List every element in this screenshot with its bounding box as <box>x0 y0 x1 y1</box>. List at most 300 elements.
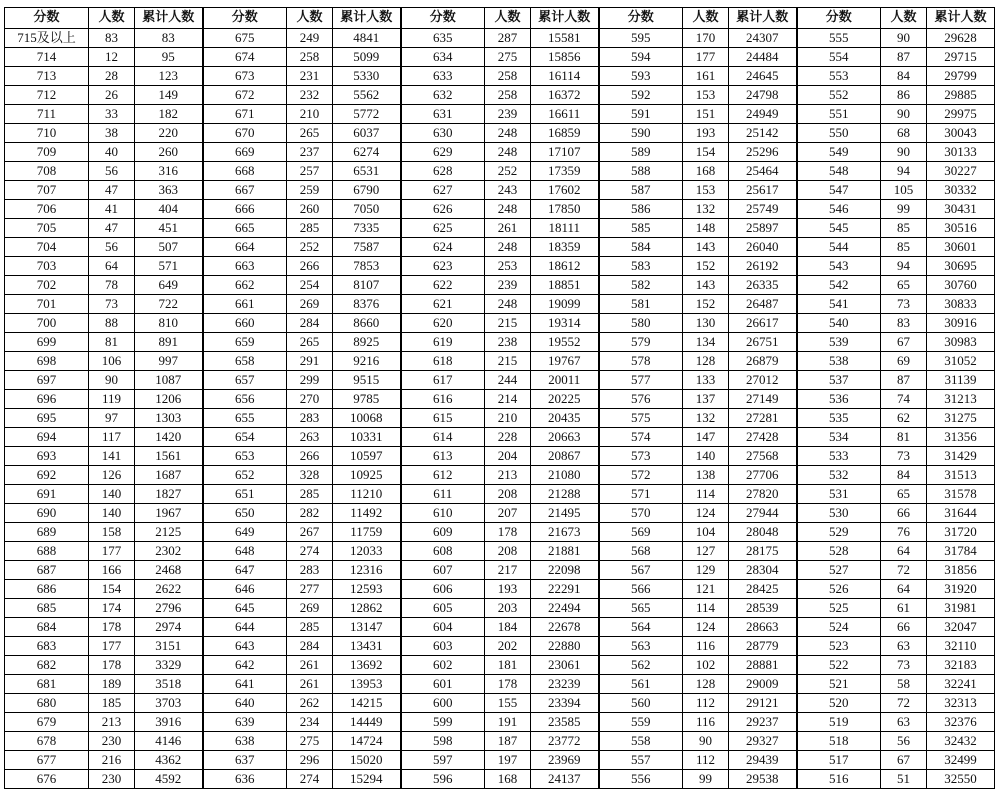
count-cell: 228 <box>485 428 531 447</box>
count-cell: 265 <box>287 124 333 143</box>
cumulative-cell: 24307 <box>729 29 797 48</box>
score-cell: 591 <box>599 105 683 124</box>
score-cell: 685 <box>5 599 89 618</box>
cumulative-cell: 19552 <box>531 333 599 352</box>
table-row <box>5 162 995 181</box>
count-cell: 85 <box>881 219 927 238</box>
score-cell: 648 <box>203 542 287 561</box>
count-cell: 177 <box>89 542 135 561</box>
count-cell: 275 <box>287 732 333 751</box>
count-cell: 148 <box>683 219 729 238</box>
count-cell: 261 <box>485 219 531 238</box>
count-cell: 284 <box>287 637 333 656</box>
cumulative-cell: 10068 <box>333 409 401 428</box>
score-cell: 572 <box>599 466 683 485</box>
cumulative-cell: 17359 <box>531 162 599 181</box>
count-cell: 47 <box>89 219 135 238</box>
score-cell: 713 <box>5 67 89 86</box>
score-cell: 694 <box>5 428 89 447</box>
count-cell: 243 <box>485 181 531 200</box>
count-cell: 87 <box>881 48 927 67</box>
count-cell: 238 <box>485 333 531 352</box>
score-cell: 659 <box>203 333 287 352</box>
cumulative-cell: 3916 <box>135 713 203 732</box>
count-cell: 67 <box>881 333 927 352</box>
cumulative-cell: 9785 <box>333 390 401 409</box>
score-cell: 674 <box>203 48 287 67</box>
cumulative-cell: 21080 <box>531 466 599 485</box>
cumulative-cell: 13692 <box>333 656 401 675</box>
score-cell: 532 <box>797 466 881 485</box>
count-cell: 210 <box>287 105 333 124</box>
score-cell: 570 <box>599 504 683 523</box>
score-cell: 602 <box>401 656 485 675</box>
cumulative-cell: 29975 <box>927 105 995 124</box>
count-cell: 116 <box>683 637 729 656</box>
cumulative-cell: 29628 <box>927 29 995 48</box>
cumulative-cell: 31275 <box>927 409 995 428</box>
count-cell: 216 <box>89 751 135 770</box>
count-cell: 185 <box>89 694 135 713</box>
cumulative-cell: 25897 <box>729 219 797 238</box>
count-cell: 121 <box>683 580 729 599</box>
score-cell: 698 <box>5 352 89 371</box>
score-cell: 617 <box>401 371 485 390</box>
count-cell: 239 <box>485 105 531 124</box>
score-cell: 547 <box>797 181 881 200</box>
score-cell: 653 <box>203 447 287 466</box>
header-cumulative: 累计人数 <box>531 8 599 29</box>
count-cell: 230 <box>89 732 135 751</box>
cumulative-cell: 3518 <box>135 675 203 694</box>
score-cell: 646 <box>203 580 287 599</box>
cumulative-cell: 30043 <box>927 124 995 143</box>
cumulative-cell: 260 <box>135 143 203 162</box>
cumulative-cell: 28539 <box>729 599 797 618</box>
count-cell: 72 <box>881 561 927 580</box>
score-cell: 626 <box>401 200 485 219</box>
count-cell: 248 <box>485 200 531 219</box>
cumulative-cell: 18851 <box>531 276 599 295</box>
score-cell: 605 <box>401 599 485 618</box>
cumulative-cell: 22494 <box>531 599 599 618</box>
cumulative-cell: 5772 <box>333 105 401 124</box>
count-cell: 134 <box>683 333 729 352</box>
cumulative-cell: 123 <box>135 67 203 86</box>
count-cell: 244 <box>485 371 531 390</box>
count-cell: 239 <box>485 276 531 295</box>
count-cell: 124 <box>683 618 729 637</box>
count-cell: 143 <box>683 238 729 257</box>
score-cell: 527 <box>797 561 881 580</box>
count-cell: 253 <box>485 257 531 276</box>
count-cell: 105 <box>881 181 927 200</box>
count-cell: 73 <box>881 656 927 675</box>
cumulative-cell: 29121 <box>729 694 797 713</box>
cumulative-cell: 25617 <box>729 181 797 200</box>
cumulative-cell: 4146 <box>135 732 203 751</box>
score-cell: 601 <box>401 675 485 694</box>
count-cell: 72 <box>881 694 927 713</box>
score-cell: 673 <box>203 67 287 86</box>
count-cell: 153 <box>683 181 729 200</box>
cumulative-cell: 1561 <box>135 447 203 466</box>
count-cell: 40 <box>89 143 135 162</box>
cumulative-cell: 2302 <box>135 542 203 561</box>
count-cell: 66 <box>881 504 927 523</box>
count-cell: 138 <box>683 466 729 485</box>
cumulative-cell: 15020 <box>333 751 401 770</box>
cumulative-cell: 31720 <box>927 523 995 542</box>
score-cell: 548 <box>797 162 881 181</box>
score-cell: 555 <box>797 29 881 48</box>
cumulative-cell: 316 <box>135 162 203 181</box>
cumulative-cell: 18359 <box>531 238 599 257</box>
table-row <box>5 561 995 580</box>
cumulative-cell: 31513 <box>927 466 995 485</box>
count-cell: 106 <box>89 352 135 371</box>
count-cell: 85 <box>881 238 927 257</box>
table-row <box>5 276 995 295</box>
count-cell: 283 <box>287 409 333 428</box>
cumulative-cell: 95 <box>135 48 203 67</box>
score-cell: 675 <box>203 29 287 48</box>
score-cell: 701 <box>5 295 89 314</box>
count-cell: 102 <box>683 656 729 675</box>
count-cell: 124 <box>683 504 729 523</box>
count-cell: 152 <box>683 295 729 314</box>
cumulative-cell: 21495 <box>531 504 599 523</box>
score-cell: 604 <box>401 618 485 637</box>
score-cell: 629 <box>401 143 485 162</box>
score-cell: 545 <box>797 219 881 238</box>
score-cell: 586 <box>599 200 683 219</box>
count-cell: 81 <box>89 333 135 352</box>
count-cell: 266 <box>287 447 333 466</box>
cumulative-cell: 23061 <box>531 656 599 675</box>
count-cell: 262 <box>287 694 333 713</box>
score-cell: 715及以上 <box>5 29 89 48</box>
count-cell: 90 <box>881 143 927 162</box>
cumulative-cell: 6531 <box>333 162 401 181</box>
table-row <box>5 295 995 314</box>
score-cell: 696 <box>5 390 89 409</box>
cumulative-cell: 22880 <box>531 637 599 656</box>
cumulative-cell: 13431 <box>333 637 401 656</box>
count-cell: 158 <box>89 523 135 542</box>
score-cell: 579 <box>599 333 683 352</box>
cumulative-cell: 23772 <box>531 732 599 751</box>
score-cell: 705 <box>5 219 89 238</box>
count-cell: 58 <box>881 675 927 694</box>
cumulative-cell: 30760 <box>927 276 995 295</box>
count-cell: 116 <box>683 713 729 732</box>
count-cell: 153 <box>683 86 729 105</box>
score-cell: 559 <box>599 713 683 732</box>
score-cell: 627 <box>401 181 485 200</box>
cumulative-cell: 28779 <box>729 637 797 656</box>
cumulative-cell: 26335 <box>729 276 797 295</box>
score-cell: 558 <box>599 732 683 751</box>
cumulative-cell: 17602 <box>531 181 599 200</box>
cumulative-cell: 28425 <box>729 580 797 599</box>
score-cell: 523 <box>797 637 881 656</box>
header-score: 分数 <box>203 8 287 29</box>
table-row <box>5 542 995 561</box>
count-cell: 283 <box>287 561 333 580</box>
count-cell: 267 <box>287 523 333 542</box>
header-row <box>5 8 995 29</box>
score-cell: 549 <box>797 143 881 162</box>
count-cell: 56 <box>881 732 927 751</box>
table-row <box>5 105 995 124</box>
table-row <box>5 48 995 67</box>
count-cell: 12 <box>89 48 135 67</box>
score-cell: 684 <box>5 618 89 637</box>
count-cell: 177 <box>89 637 135 656</box>
table-row <box>5 694 995 713</box>
score-cell: 672 <box>203 86 287 105</box>
count-cell: 231 <box>287 67 333 86</box>
count-cell: 299 <box>287 371 333 390</box>
cumulative-cell: 32499 <box>927 751 995 770</box>
score-cell: 574 <box>599 428 683 447</box>
count-cell: 141 <box>89 447 135 466</box>
count-cell: 127 <box>683 542 729 561</box>
score-cell: 582 <box>599 276 683 295</box>
score-cell: 624 <box>401 238 485 257</box>
count-cell: 191 <box>485 713 531 732</box>
count-cell: 285 <box>287 618 333 637</box>
score-cell: 622 <box>401 276 485 295</box>
cumulative-cell: 28881 <box>729 656 797 675</box>
count-cell: 86 <box>881 86 927 105</box>
cumulative-cell: 10331 <box>333 428 401 447</box>
count-cell: 33 <box>89 105 135 124</box>
score-cell: 682 <box>5 656 89 675</box>
count-cell: 117 <box>89 428 135 447</box>
count-cell: 56 <box>89 162 135 181</box>
cumulative-cell: 451 <box>135 219 203 238</box>
header-score: 分数 <box>401 8 485 29</box>
count-cell: 84 <box>881 67 927 86</box>
cumulative-cell: 14724 <box>333 732 401 751</box>
cumulative-cell: 27706 <box>729 466 797 485</box>
count-cell: 47 <box>89 181 135 200</box>
score-cell: 686 <box>5 580 89 599</box>
score-cell: 583 <box>599 257 683 276</box>
score-cell: 556 <box>599 770 683 789</box>
header-score: 分数 <box>797 8 881 29</box>
count-cell: 284 <box>287 314 333 333</box>
cumulative-cell: 28304 <box>729 561 797 580</box>
cumulative-cell: 5330 <box>333 67 401 86</box>
count-cell: 64 <box>881 542 927 561</box>
cumulative-cell: 31052 <box>927 352 995 371</box>
table-row <box>5 770 995 789</box>
table-header <box>5 8 995 29</box>
score-cell: 585 <box>599 219 683 238</box>
score-cell: 667 <box>203 181 287 200</box>
score-cell: 640 <box>203 694 287 713</box>
cumulative-cell: 25296 <box>729 143 797 162</box>
score-cell: 571 <box>599 485 683 504</box>
count-cell: 266 <box>287 257 333 276</box>
count-cell: 28 <box>89 67 135 86</box>
table-row <box>5 504 995 523</box>
count-cell: 73 <box>881 295 927 314</box>
count-cell: 213 <box>485 466 531 485</box>
cumulative-cell: 29237 <box>729 713 797 732</box>
score-cell: 528 <box>797 542 881 561</box>
count-cell: 285 <box>287 219 333 238</box>
cumulative-cell: 32550 <box>927 770 995 789</box>
count-cell: 248 <box>485 143 531 162</box>
cumulative-cell: 12033 <box>333 542 401 561</box>
cumulative-cell: 20663 <box>531 428 599 447</box>
count-cell: 65 <box>881 276 927 295</box>
table-row <box>5 732 995 751</box>
score-cell: 661 <box>203 295 287 314</box>
count-cell: 76 <box>881 523 927 542</box>
score-cell: 608 <box>401 542 485 561</box>
table-row <box>5 713 995 732</box>
count-cell: 132 <box>683 200 729 219</box>
count-cell: 215 <box>485 352 531 371</box>
cumulative-cell: 29538 <box>729 770 797 789</box>
score-cell: 639 <box>203 713 287 732</box>
cumulative-cell: 19314 <box>531 314 599 333</box>
score-cell: 660 <box>203 314 287 333</box>
cumulative-cell: 2125 <box>135 523 203 542</box>
score-cell: 578 <box>599 352 683 371</box>
score-cell: 551 <box>797 105 881 124</box>
count-cell: 83 <box>881 314 927 333</box>
count-cell: 168 <box>683 162 729 181</box>
count-cell: 51 <box>881 770 927 789</box>
count-cell: 147 <box>683 428 729 447</box>
score-cell: 561 <box>599 675 683 694</box>
count-cell: 129 <box>683 561 729 580</box>
header-count: 人数 <box>287 8 333 29</box>
score-cell: 594 <box>599 48 683 67</box>
cumulative-cell: 17107 <box>531 143 599 162</box>
cumulative-cell: 28175 <box>729 542 797 561</box>
cumulative-cell: 21288 <box>531 485 599 504</box>
count-cell: 174 <box>89 599 135 618</box>
score-cell: 581 <box>599 295 683 314</box>
score-cell: 521 <box>797 675 881 694</box>
score-cell: 625 <box>401 219 485 238</box>
cumulative-cell: 27281 <box>729 409 797 428</box>
count-cell: 94 <box>881 257 927 276</box>
score-cell: 710 <box>5 124 89 143</box>
count-cell: 83 <box>89 29 135 48</box>
count-cell: 65 <box>881 485 927 504</box>
count-cell: 63 <box>881 637 927 656</box>
cumulative-cell: 24798 <box>729 86 797 105</box>
score-cell: 655 <box>203 409 287 428</box>
table-row <box>5 200 995 219</box>
count-cell: 56 <box>89 238 135 257</box>
cumulative-cell: 2468 <box>135 561 203 580</box>
score-cell: 633 <box>401 67 485 86</box>
score-cell: 666 <box>203 200 287 219</box>
score-cell: 649 <box>203 523 287 542</box>
count-cell: 234 <box>287 713 333 732</box>
cumulative-cell: 30601 <box>927 238 995 257</box>
score-cell: 535 <box>797 409 881 428</box>
count-cell: 140 <box>89 485 135 504</box>
score-cell: 619 <box>401 333 485 352</box>
cumulative-cell: 30431 <box>927 200 995 219</box>
score-cell: 534 <box>797 428 881 447</box>
cumulative-cell: 11210 <box>333 485 401 504</box>
cumulative-cell: 31920 <box>927 580 995 599</box>
cumulative-cell: 23239 <box>531 675 599 694</box>
score-cell: 634 <box>401 48 485 67</box>
score-cell: 688 <box>5 542 89 561</box>
score-cell: 628 <box>401 162 485 181</box>
count-cell: 197 <box>485 751 531 770</box>
count-cell: 90 <box>89 371 135 390</box>
cumulative-cell: 29327 <box>729 732 797 751</box>
count-cell: 248 <box>485 295 531 314</box>
cumulative-cell: 6790 <box>333 181 401 200</box>
table-row <box>5 390 995 409</box>
count-cell: 193 <box>683 124 729 143</box>
cumulative-cell: 15294 <box>333 770 401 789</box>
cumulative-cell: 6274 <box>333 143 401 162</box>
score-cell: 588 <box>599 162 683 181</box>
score-cell: 554 <box>797 48 881 67</box>
table-body <box>5 29 995 789</box>
count-cell: 140 <box>683 447 729 466</box>
score-cell: 618 <box>401 352 485 371</box>
cumulative-cell: 32183 <box>927 656 995 675</box>
cumulative-cell: 13147 <box>333 618 401 637</box>
count-cell: 170 <box>683 29 729 48</box>
score-cell: 536 <box>797 390 881 409</box>
score-cell: 589 <box>599 143 683 162</box>
cumulative-cell: 12593 <box>333 580 401 599</box>
cumulative-cell: 23585 <box>531 713 599 732</box>
count-cell: 204 <box>485 447 531 466</box>
cumulative-cell: 31981 <box>927 599 995 618</box>
cumulative-cell: 19767 <box>531 352 599 371</box>
cumulative-cell: 18612 <box>531 257 599 276</box>
score-cell: 635 <box>401 29 485 48</box>
score-cell: 658 <box>203 352 287 371</box>
cumulative-cell: 1303 <box>135 409 203 428</box>
score-cell: 590 <box>599 124 683 143</box>
score-cell: 577 <box>599 371 683 390</box>
count-cell: 81 <box>881 428 927 447</box>
score-cell: 546 <box>797 200 881 219</box>
score-cell: 568 <box>599 542 683 561</box>
cumulative-cell: 9216 <box>333 352 401 371</box>
score-cell: 676 <box>5 770 89 789</box>
score-cell: 610 <box>401 504 485 523</box>
score-cell: 693 <box>5 447 89 466</box>
count-cell: 26 <box>89 86 135 105</box>
count-cell: 254 <box>287 276 333 295</box>
table-row <box>5 181 995 200</box>
cumulative-cell: 891 <box>135 333 203 352</box>
count-cell: 203 <box>485 599 531 618</box>
score-cell: 576 <box>599 390 683 409</box>
count-cell: 90 <box>881 105 927 124</box>
